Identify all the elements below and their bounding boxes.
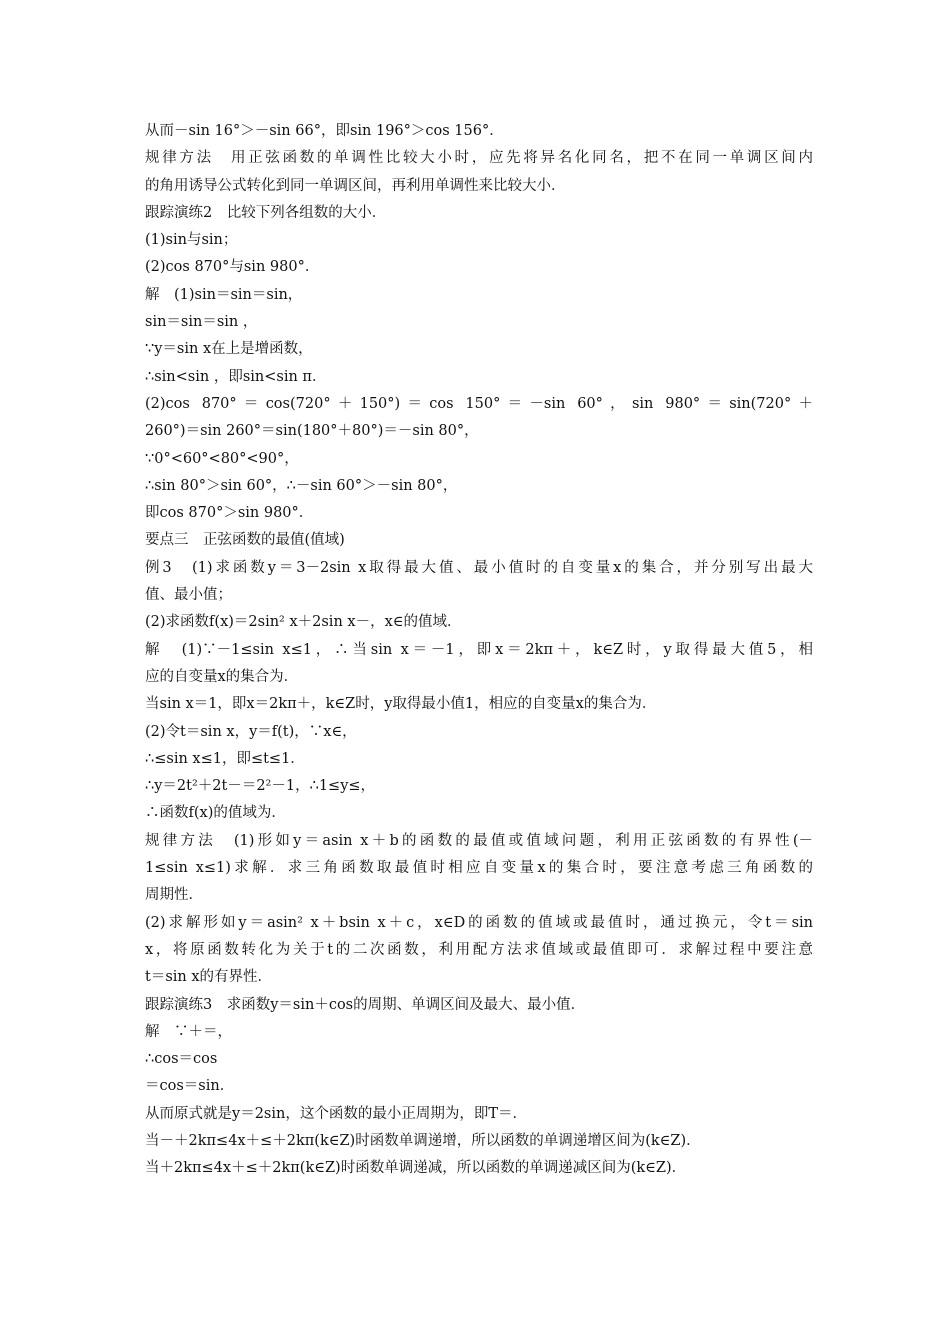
- text-line: (1)sin与sin；: [145, 232, 238, 249]
- text-line: 跟踪演练3 求函数y＝sin＋cos的周期、单调区间及最大、最小值．: [145, 996, 586, 1013]
- text-line: ∴cos＝cos: [145, 1051, 218, 1068]
- text-line: (2)cos 870°＝cos(720°＋150°)＝cos 150°＝－sin 60°，sin 980°＝sin(720°＋: [145, 395, 813, 412]
- text-line: 规律方法 (1)形如y＝asin x＋b的函数的最值或值域问题，利用正弦函数的有界性(－: [145, 832, 813, 849]
- text-line: 即cos 870°＞sin 980°．: [145, 505, 314, 522]
- text-line: 规律方法 用正弦函数的单调性比较大小时，应先将异名化同名，把不在同一单调区间内: [145, 150, 813, 167]
- text-line: ∴函数f(x)的值域为．: [145, 805, 286, 822]
- document-body: [145, 118, 813, 1183]
- text-line: (2)cos 870°与sin 980°．: [145, 259, 320, 276]
- text-line: x，将原函数转化为关于t的二次函数，利用配方法求值域或最值即可．求解过程中要注意: [145, 941, 813, 958]
- text-line: ∴y＝2t²＋2t－＝2²－1，∴1≤y≤，: [145, 778, 376, 795]
- text-line: (2)求解形如y＝asin² x＋bsin x＋c，x∈D的函数的值域或最值时，通过换元，令t＝sin: [145, 914, 813, 931]
- text-line: ∴≤sin x≤1，即≤t≤1．: [145, 750, 305, 767]
- text-line: 跟踪演练2 比较下列各组数的大小．: [145, 204, 387, 221]
- text-line: 当＋2kπ≤4x＋≤＋2kπ(k∈Z)时函数单调递减，所以函数的单调递减区间为(k∈Z)．: [145, 1160, 687, 1177]
- text-line: (2)求函数f(x)＝2sin² x＋2sin x－，x∈的值域．: [145, 614, 462, 631]
- text-line: 周期性．: [145, 887, 203, 904]
- text-line: 解 ∵＋＝，: [145, 1023, 232, 1040]
- text-line: 1≤sin x≤1)求解．求三角函数取最值时相应自变量x的集合时，要注意考虑三角函数的: [145, 860, 813, 877]
- text-line: 应的自变量x的集合为．: [145, 668, 299, 685]
- text-line: 例3 (1)求函数y＝3－2sin x取得最大值、最小值时的自变量x的集合，并分别写出最大: [145, 559, 813, 576]
- text-line: (2)令t＝sin x，y＝f(t)，∵x∈，: [145, 723, 357, 740]
- text-line: 从而－sin 16°＞－sin 66°，即sin 196°＞cos 156°．: [145, 123, 504, 139]
- section-heading: 要点三 正弦函数的最值(值域): [145, 532, 345, 549]
- text-line: ∴sin 80°＞sin 60°，∴－sin 60°＞－sin 80°，: [145, 477, 458, 494]
- text-line: 解 (1)∵－1≤sin x≤1，∴当sin x＝－1，即x＝2kπ＋，k∈Z时，y取得最大值5，相: [145, 641, 813, 658]
- text-line: ∵y＝sin x在上是增函数，: [145, 341, 313, 358]
- text-line: ＝cos＝sin．: [145, 1078, 235, 1095]
- text-line: sin＝sin＝sin ，: [145, 314, 258, 331]
- text-line: 当－＋2kπ≤4x＋≤＋2kπ(k∈Z)时函数单调递增，所以函数的单调递增区间为(k∈Z)．: [145, 1132, 701, 1149]
- text-line: ∵0°<60°<80°<90°，: [145, 450, 299, 467]
- text-line: 260°)＝sin 260°＝sin(180°＋80°)＝－sin 80°，: [145, 423, 479, 440]
- text-line: 值、最小值；: [145, 587, 232, 604]
- text-line: t＝sin x的有界性．: [145, 969, 273, 986]
- text-line: ∴sin<sin ，即sin<sin π．: [145, 368, 327, 385]
- text-line: 当sin x＝1，即x＝2kπ＋，k∈Z时，y取得最小值1，相应的自变量x的集合为．: [145, 696, 657, 713]
- text-line: 的角用诱导公式转化到同一单调区间，再利用单调性来比较大小．: [145, 177, 566, 194]
- text-line: 解 (1)sin＝sin＝sin，: [145, 286, 303, 303]
- text-line: 从而原式就是y＝2sin，这个函数的最小正周期为，即T＝．: [145, 1105, 528, 1122]
